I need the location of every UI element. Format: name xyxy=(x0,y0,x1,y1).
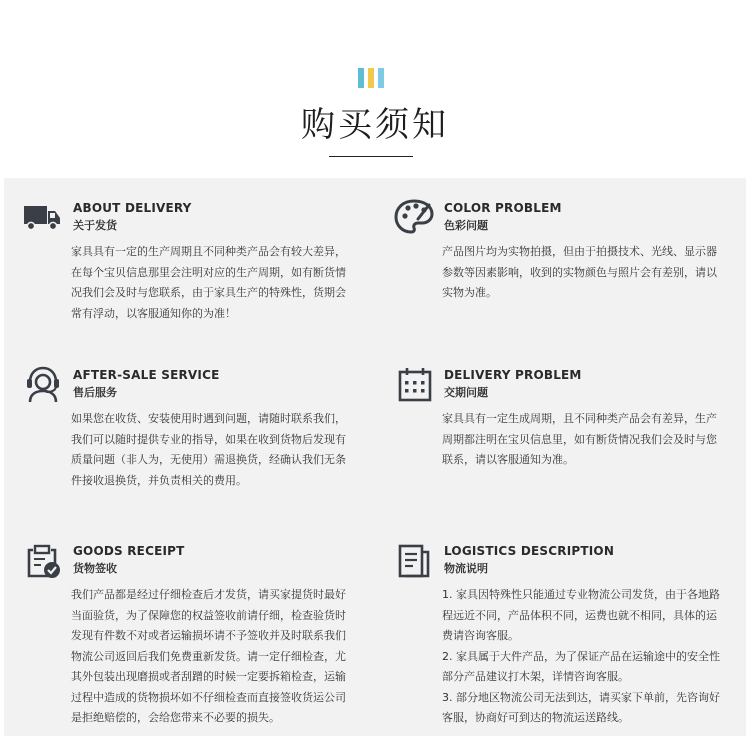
section-title-cn: 交期问题 xyxy=(444,386,488,399)
section-title-cn: 货物签收 xyxy=(73,562,117,575)
body-line: 发现有件数不对或者运输损坏请不予签收并及时联系我们 xyxy=(71,629,346,642)
body-line: 在每个宝贝信息那里会注明对应的生产周期，如有断货情 xyxy=(71,265,346,279)
body-line: 3. 部分地区物流公司无法到达，请买家下单前，先咨询好 xyxy=(442,690,720,704)
body-line: 程远近不同，产品体积不同，运费也就不相同，具体的运 xyxy=(442,608,717,622)
body-line: 家具具有一定的生产周期且不同种类产品会有较大差异， xyxy=(71,245,346,258)
page-title: 购买须知 xyxy=(301,105,449,145)
headset-service-icon xyxy=(23,364,63,404)
body-line: 我们可以随时提供专业的指导，如果在收到货物后发现有 xyxy=(71,432,346,446)
body-line: 家具具有一定生成周期，且不同种类产品会有差异，生产 xyxy=(442,412,717,425)
body-line: 当面验货，为了保障您的权益签收前请仔细，检查验货时 xyxy=(71,608,346,622)
section-body xyxy=(442,242,734,304)
clipboard-check-icon xyxy=(23,540,63,580)
logo-bars-icon xyxy=(358,68,384,88)
info-panel xyxy=(4,178,746,736)
section-body xyxy=(442,585,734,729)
section-title-en: LOGISTICS DESCRIPTION xyxy=(444,544,615,558)
title-underline xyxy=(329,156,413,157)
document-list-icon xyxy=(394,540,434,580)
section-title-cn: 售后服务 xyxy=(73,386,117,399)
palette-icon xyxy=(394,197,434,237)
body-line: 过程中造成的货物损坏如不仔细检查而直接签收货运公司 xyxy=(71,690,346,704)
section-body xyxy=(71,242,363,324)
body-line: 其外包装出现磨损或者刮蹭的时候一定要拆箱检查，运输 xyxy=(71,670,346,683)
section-title-en: ABOUT DELIVERY xyxy=(73,201,192,215)
section-title-en: AFTER-SALE SERVICE xyxy=(73,368,220,382)
body-line: 2. 家具属于大件产品，为了保证产品在运输途中的安全性 xyxy=(442,649,720,663)
logo-bar-2 xyxy=(368,68,374,88)
body-line: 费请咨询客服。 xyxy=(442,629,519,642)
calendar-icon xyxy=(394,364,434,404)
body-line: 况我们会及时与您联系，由于家具生产的特殊性，货期会 xyxy=(71,286,346,299)
body-line: 质量问题（非人为，无使用）需退换货，经确认我们无条 xyxy=(71,453,346,466)
body-line: 周期都注明在宝贝信息里，如有断货情况我们会及时与您 xyxy=(442,432,717,446)
header xyxy=(0,0,750,178)
section-title-en: COLOR PROBLEM xyxy=(444,201,562,215)
section-body xyxy=(442,409,734,471)
body-line: 实物为准。 xyxy=(442,286,497,299)
section-title-en: DELIVERY PROBLEM xyxy=(444,368,582,382)
section-title-cn: 关于发货 xyxy=(73,219,117,232)
delivery-truck-icon xyxy=(23,197,63,237)
body-line: 联系，请以客服通知为准。 xyxy=(442,453,574,466)
body-line: 物流公司返回后我们免费重新发货。请一定仔细检查，尤 xyxy=(71,649,346,663)
logo-bar-3 xyxy=(378,68,384,88)
body-line: 产品图片均为实物拍摄，但由于拍摄技术、光线、显示器 xyxy=(442,245,717,258)
section-title-cn: 色彩问题 xyxy=(444,219,488,232)
logo-bar-1 xyxy=(358,68,364,88)
section-body xyxy=(71,585,363,729)
body-line: 1. 家具因特殊性只能通过专业物流公司发货，由于各地路 xyxy=(442,588,720,601)
body-line: 常有浮动，以客服通知你的为准！ xyxy=(71,306,236,320)
section-title-en: GOODS RECEIPT xyxy=(73,544,185,558)
body-line: 我们产品都是经过仔细检查后才发货，请买家提货时最好 xyxy=(71,588,346,601)
body-line: 件接收退换货，并负责相关的费用。 xyxy=(71,473,247,487)
body-line: 部分产品建议打木架，详情咨询客服。 xyxy=(442,670,629,683)
body-line: 参数等因素影响，收到的实物颜色与照片会有差别，请以 xyxy=(442,265,717,279)
section-body xyxy=(71,409,363,491)
body-line: 客服，协商好可到达的物流运送路线。 xyxy=(442,711,629,724)
body-line: 如果您在收货、安装使用时遇到问题，请随时联系我们， xyxy=(71,412,346,425)
section-title-cn: 物流说明 xyxy=(444,562,488,575)
body-line: 是拒绝赔偿的，会给您带来不必要的损失。 xyxy=(71,711,280,724)
